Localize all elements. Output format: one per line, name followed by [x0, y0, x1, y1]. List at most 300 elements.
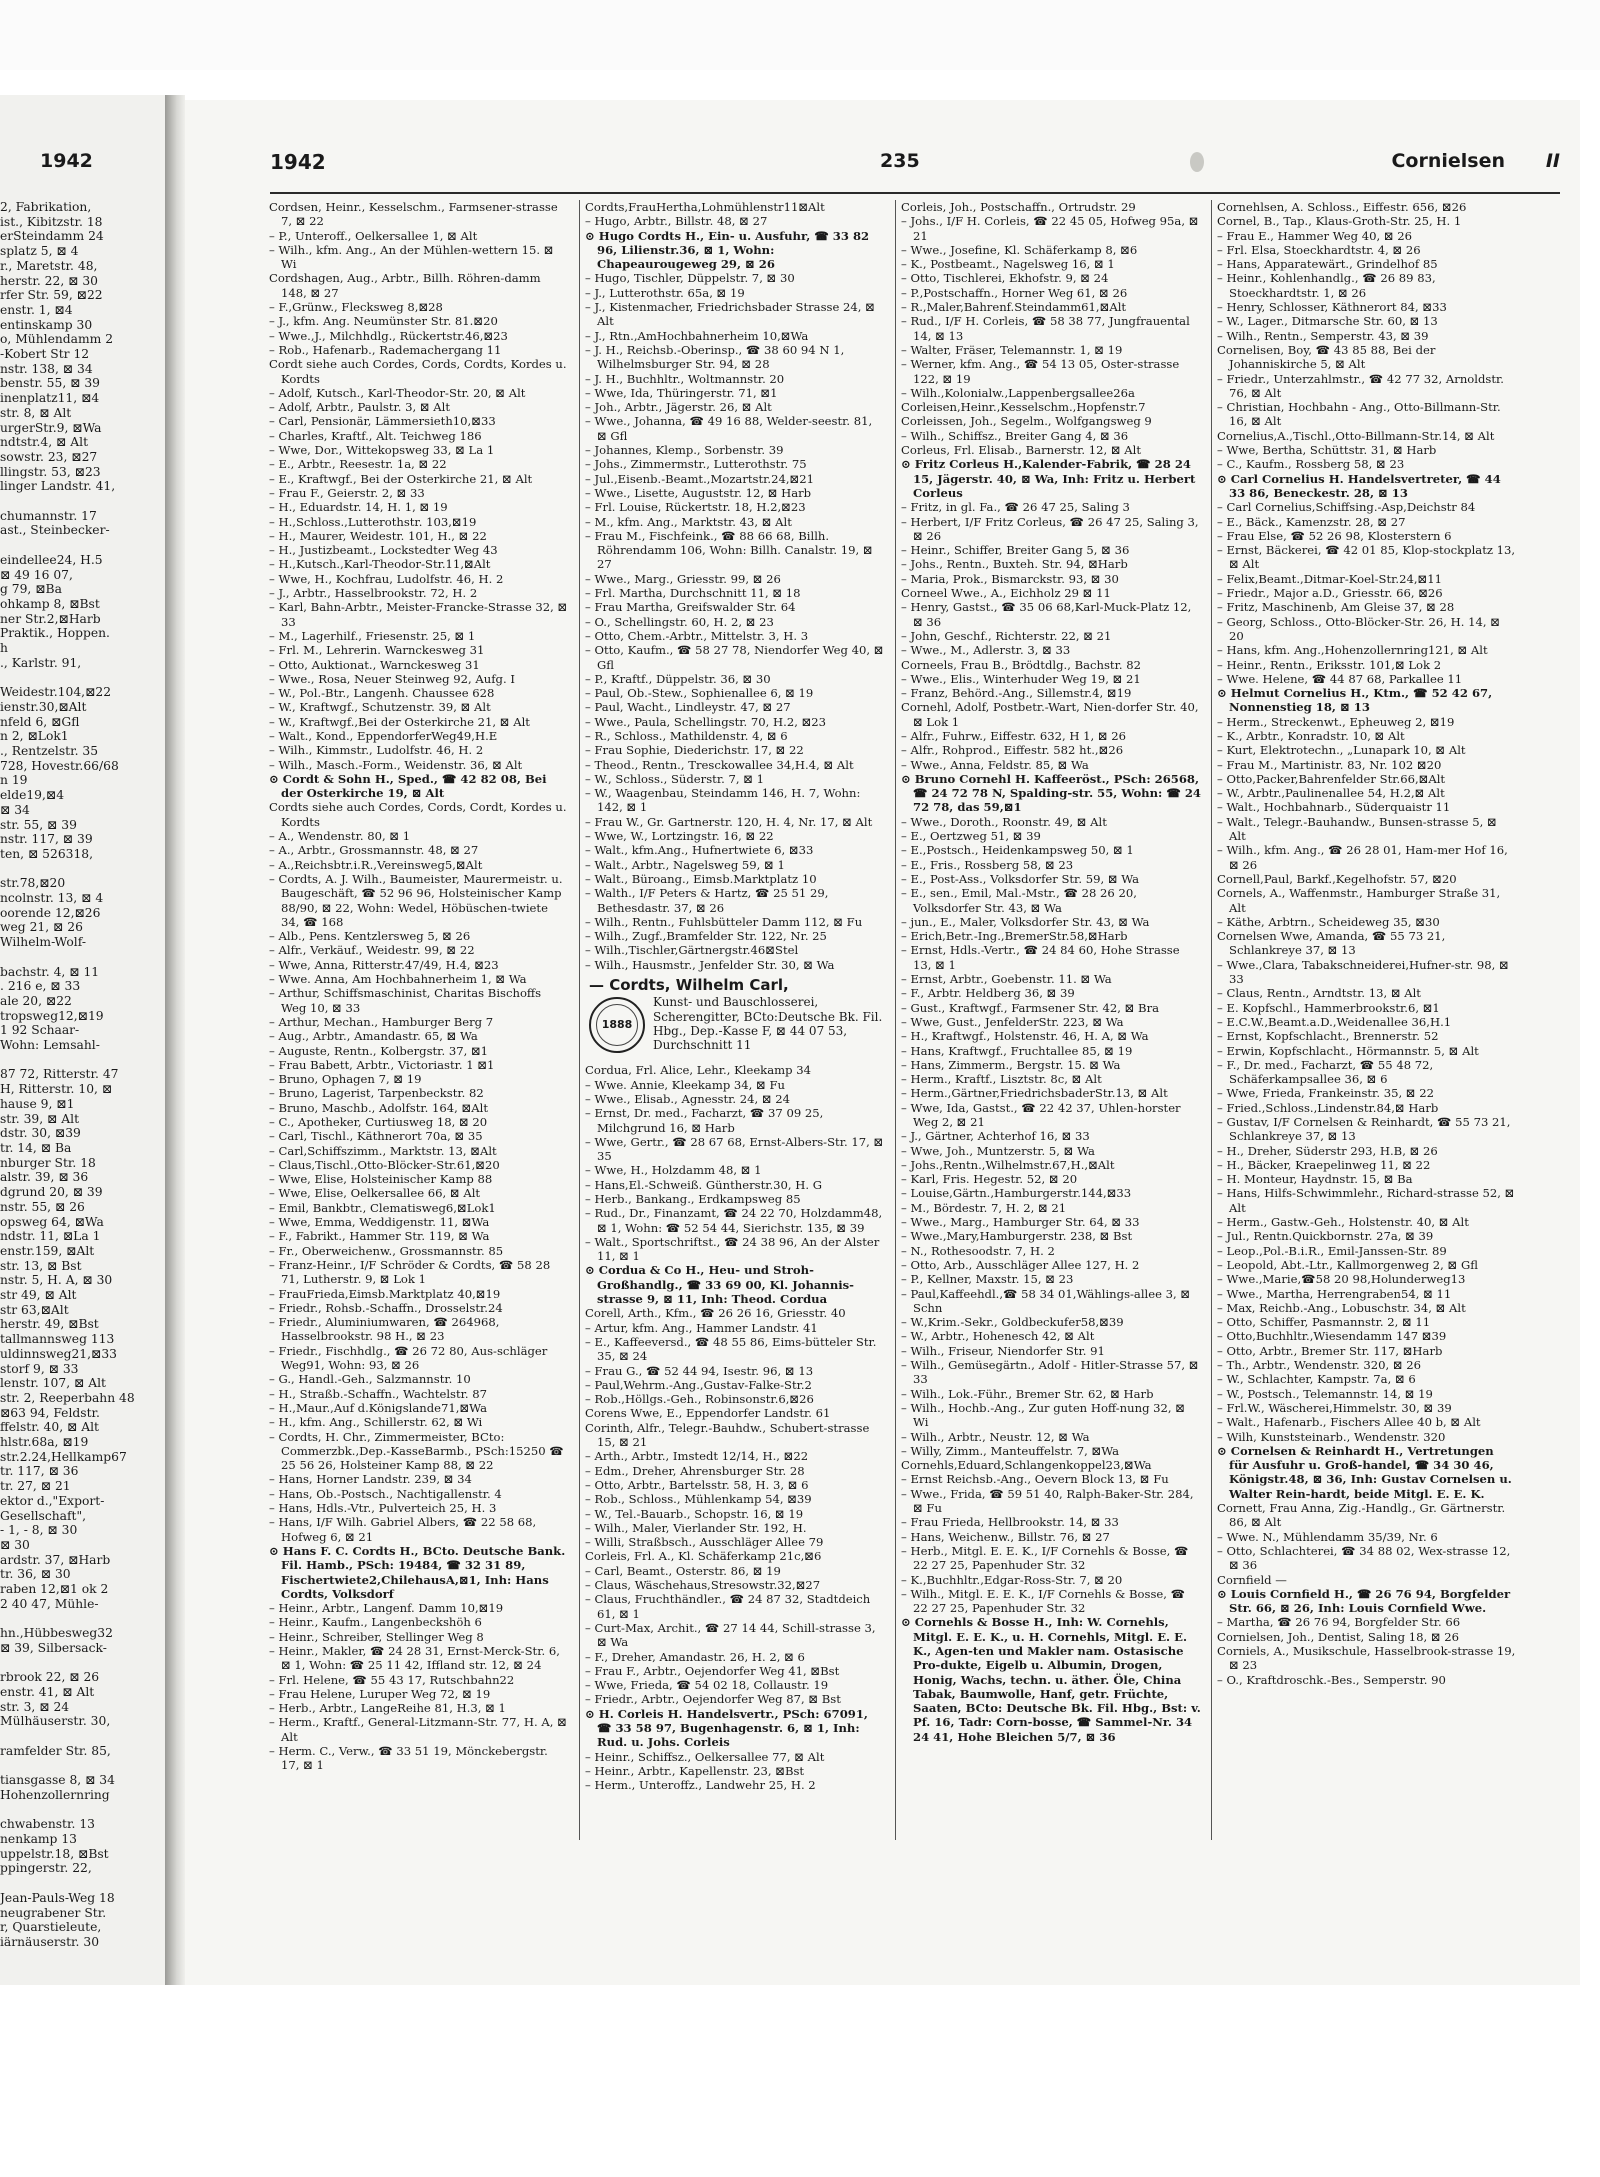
- left-page-line: tr. 36, ⊠ 30: [0, 1567, 71, 1582]
- left-page-line: ndstr. 11, ⊠La 1: [0, 1229, 101, 1244]
- directory-entry: Cornehlsen, A. Schloss., Eiffestr. 656, ⊠26: [1217, 200, 1467, 214]
- directory-entry: – Wwe., Frida, ☎ 59 51 40, Ralph-Baker-Str. 284, ⊠ Fu: [901, 1486, 1194, 1516]
- directory-entry: – Otto, Schlachterei, ☎ 34 88 02, Wex-strasse 12, ⊠ 36: [1217, 1543, 1511, 1573]
- left-page-line: tr. 27, ⊠ 21: [0, 1479, 71, 1494]
- directory-entry: – Maria, Prok., Bismarckstr. 93, ⊠ 30: [901, 571, 1119, 586]
- left-page-line: ⊠63 94, Feldstr.: [0, 1405, 100, 1420]
- left-page-line: [0, 1612, 160, 1627]
- column-divider: [1211, 200, 1212, 1840]
- directory-entry: – J. H., Reichsb.-Oberinsp., ☎ 38 60 94 N 1, Wilhelmsburger Str. 94, ⊠ 28: [585, 342, 845, 372]
- directory-entry: – Wwe, Joh., Muntzerstr. 5, ⊠ Wa: [901, 1143, 1095, 1158]
- directory-entry: – Wilh, Kunststeinarb., Wendenstr. 320: [1217, 1429, 1446, 1444]
- directory-entry: – Charles, Kraftf., Alt. Teichweg 186: [269, 428, 482, 443]
- directory-entry: – Wilh., Gemüsegärtn., Adolf - Hitler-Strasse 57, ⊠ 33: [901, 1358, 1199, 1387]
- directory-entry: – Edm., Dreher, Ahrensburger Str. 28: [585, 1463, 805, 1478]
- advertisement-title: — Cordts, Wilhelm Carl,: [589, 976, 789, 995]
- left-page-line: nstr. 5, H. A, ⊠ 30: [0, 1273, 113, 1288]
- seal-icon: [589, 997, 645, 1053]
- directory-entry: – Hans, Weichenw., Billstr. 76, ⊠ 27: [901, 1529, 1110, 1544]
- left-page-line: ner Str.2,⊠Harb: [0, 611, 101, 626]
- directory-entry: – Martha, ☎ 26 76 94, Borgfelder Str. 66: [1217, 1615, 1461, 1630]
- directory-entry: – Herbert, I/F Fritz Corleus, ☎ 26 47 25, Saling 3, ⊠ 26: [901, 514, 1199, 543]
- directory-entry: – Hans, Hilfs-Schwimmlehr., Richard-strasse 52, ⊠ Alt: [1217, 1186, 1515, 1215]
- left-page-line: iärnäuserstr. 30: [0, 1934, 100, 1949]
- left-page-line: ncolnstr. 13, ⊠ 4: [0, 891, 104, 906]
- directory-entry: – Alfr., Verkäuf., Weidestr. 99, ⊠ 22: [269, 943, 475, 958]
- directory-column-4: [1217, 200, 1517, 1840]
- directory-entry: – Wwe, Elise, Oelkersallee 66, ⊠ Alt: [269, 1186, 481, 1201]
- directory-entry: – Wwe. Helene, ☎ 44 87 68, Parkallee 11: [1217, 671, 1463, 686]
- directory-entry: – Ernst, Arbtr., Goebenstr. 11. ⊠ Wa: [901, 972, 1112, 987]
- directory-entry: – Carl, Pensionär, Lämmersieth10,⊠33: [269, 414, 496, 429]
- directory-entry: Cornels, A., Waffenmstr., Hamburger Straße 31, Alt: [1217, 886, 1501, 915]
- directory-entry: – W., Kraftwgf., Schutzenstr. 39, ⊠ Alt: [269, 700, 491, 715]
- directory-entry: – Theod., Rentn., Tresckowallee 34,H.4, ⊠ Alt: [585, 757, 854, 772]
- left-page-line: uppelstr.18, ⊠Bst: [0, 1846, 109, 1861]
- directory-entry: – Franz-Heinr., I/F Schröder & Cordts, ☎ 58 28 71, Lutherstr. 9, ⊠ Lok 1: [269, 1257, 551, 1287]
- directory-column-1: [269, 200, 569, 1840]
- left-page-line: tr. 117, ⊠ 36: [0, 1464, 79, 1479]
- left-page-line: dstr. 30, ⊠39: [0, 1126, 81, 1141]
- directory-entry: – Wilh., Friseur, Niendorfer Str. 91: [901, 1343, 1105, 1358]
- directory-entry: – Henry, Gastst., ☎ 35 06 68,Karl-Muck-Platz 12, ⊠ 36: [901, 600, 1192, 629]
- directory-entry: – Wilh., Lok.-Führ., Bremer Str. 62, ⊠ Harb: [901, 1386, 1154, 1401]
- directory-entry: – Wilh., Hochb.-Ang., Zur guten Hoff-nung 32, ⊠ Wi: [901, 1400, 1186, 1430]
- page-header: [270, 150, 1560, 184]
- left-page-line: hn.,Hübbesweg32: [0, 1626, 113, 1641]
- directory-entry: – J., Arbtr., Hasselbrookstr. 72, H. 2: [269, 586, 478, 601]
- left-page-line: lenstr. 107, ⊠ Alt: [0, 1376, 106, 1391]
- directory-entry: – Rob., Hafenarb., Rademachergang 11: [269, 342, 502, 357]
- directory-entry: – F., Dr. med., Facharzt, ☎ 55 48 72, Schäferkampsallee 36, ⊠ 6: [1217, 1057, 1434, 1087]
- left-page-line: nfeld 6, ⊠Gfl: [0, 714, 80, 729]
- directory-entry: ⊙ Cordua & Co H., Heu- und Stroh-Großhandlg., ☎ 33 69 00, Kl. Johannis-strasse 9, ⊠ 11, Inh: Theod. Cordua: [585, 1263, 854, 1307]
- directory-entry: – Ernst Reichsb.-Ang., Oevern Block 13, ⊠ Fu: [901, 1472, 1169, 1487]
- directory-entry: – E., Kraftwgf., Bei der Osterkirche 21, ⊠ Alt: [269, 471, 533, 486]
- directory-entry: Corneel Wwe., A., Eichholz 29 ⊠ 11: [901, 586, 1111, 601]
- left-page-line: enstr. 1, ⊠4: [0, 302, 73, 317]
- directory-entry: – Otto, Kaufm., ☎ 58 27 78, Niendorfer Weg 40, ⊠ Gfl: [585, 643, 884, 672]
- left-page-line: 2, Fabrikation,: [0, 200, 92, 214]
- directory-entry: – Walt., Telegr.-Bauhandw., Bunsen-strasse 5, ⊠ Alt: [1217, 814, 1497, 844]
- directory-entry: – J., Kistenmacher, Friedrichsbader Strasse 24, ⊠ Alt: [585, 300, 875, 329]
- directory-entry: – Alfr., Rohprod., Eiffestr. 582 ht.,⊠26: [901, 743, 1124, 758]
- directory-entry: – Ernst, Kopfschlacht., Brennerstr. 52: [1217, 1029, 1439, 1044]
- left-page-line: ppingerstr. 22,: [0, 1861, 92, 1876]
- directory-entry: – Heinr., Arbtr., Kapellenstr. 23, ⊠Bst: [585, 1763, 805, 1778]
- left-page-line: nburger Str. 18: [0, 1155, 96, 1170]
- directory-entry: ⊙ Hugo Cordts H., Ein- u. Ausfuhr, ☎ 33 82 96, Lilienstr.36, ⊠ 1, Wohn: Chapeaurougeweg 29, ⊠ 26: [585, 228, 870, 272]
- directory-entry: – Friedr., Rohsb.-Schaffn., Drosselstr.24: [269, 1300, 503, 1315]
- left-page-line: ⊠ 30: [0, 1537, 30, 1552]
- directory-entry: – W., Schloss., Süderstr. 7, ⊠ 1: [585, 771, 764, 786]
- left-page-line: oorende 12,⊠26: [0, 905, 101, 920]
- directory-entry: – Otto, Arbtr., Bremer Str. 117, ⊠Harb: [1217, 1343, 1443, 1358]
- directory-entry: – W.,Krim.-Sekr., Goldbeckufer58,⊠39: [901, 1315, 1124, 1330]
- directory-entry: ⊙ Cordt & Sohn H., Sped., ☎ 42 82 08, Bei der Osterkirche 19, ⊠ Alt: [269, 771, 547, 801]
- left-page-line: Jean-Pauls-Weg 18: [0, 1890, 115, 1905]
- directory-entry: – Frau Helene, Luruper Weg 72, ⊠ 19: [269, 1686, 491, 1701]
- directory-entry: Cordsen, Heinr., Kesselschm., Farmsener-strasse 7, ⊠ 22: [269, 200, 558, 229]
- directory-entry: – Leop.,Pol.-B.i.R., Emil-Janssen-Str. 89: [1217, 1243, 1447, 1258]
- seal-year: 1888: [596, 1004, 638, 1046]
- header-surname: Cornielsen: [1391, 150, 1505, 172]
- directory-entry: – Karl, Bahn-Arbtr., Meister-Francke-Strasse 32, ⊠ 33: [269, 600, 568, 629]
- left-page-line: eindellee24, H.5: [0, 552, 103, 567]
- book-gutter: [165, 95, 185, 1985]
- directory-entry: – Wilh., Kimmstr., Ludolfstr. 46, H. 2: [269, 743, 484, 758]
- directory-entry: – Walt., Sportschriftst., ☎ 24 38 96, An der Alster 11, ⊠ 1: [585, 1234, 880, 1264]
- directory-entry: – M., Bördestr. 7, H. 2, ⊠ 21: [901, 1200, 1067, 1215]
- directory-entry: – Frau Else, ☎ 52 26 98, Klosterstern 6: [1217, 528, 1452, 543]
- directory-entry: – H.,Schloss.,Lutterothstr. 103,⊠19: [269, 514, 477, 529]
- directory-entry: – Wwe, H., Kochfrau, Ludolfstr. 46, H. 2: [269, 571, 504, 586]
- directory-entry: – Paul,Wehrm.-Ang.,Gustav-Falke-Str.2: [585, 1377, 812, 1392]
- directory-entry: – Frl. Martha, Durchschnitt 11, ⊠ 18: [585, 586, 801, 601]
- left-page-line: rfer Str. 59, ⊠22: [0, 288, 103, 303]
- left-page-line: g 79, ⊠Ba: [0, 582, 62, 597]
- directory-entry: – Carl Cornelius,Schiffsing.-Asp,Deichstr 84: [1217, 500, 1476, 515]
- directory-entry: – M., Lagerhilf., Friesenstr. 25, ⊠ 1: [269, 628, 476, 643]
- directory-entry: – Otto, Auktionat., Warnckesweg 31: [269, 657, 480, 672]
- directory-entry: – W., Schlachter, Kampstr. 7a, ⊠ 6: [1217, 1372, 1416, 1387]
- left-page-line: neugrabener Str.: [0, 1905, 107, 1920]
- left-page-line: weg 21, ⊠ 26: [0, 920, 83, 935]
- directory-entry: – Otto, Arbtr., Bartelsstr. 58, H. 3, ⊠ 6: [585, 1477, 809, 1492]
- left-page-line: llingstr. 53, ⊠23: [0, 464, 101, 479]
- directory-entry: ⊙ Carl Cornelius H. Handelsvertreter, ☎ 44 33 86, Beneckestr. 28, ⊠ 13: [1217, 471, 1501, 500]
- directory-entry: ⊙ Cornehls & Bosse H., Inh: W. Cornehls, Mitgl. E. E. K., u. H. Cornehls, Mitgl. E. E. K., Agen-ten und Makler nam. Ostasische Pro-dukte, Eigelb u. Albumin, Drogen, Honig, Wachs, techn. u. äther. Öle, China Tabak, Baumwolle, Hanf, getr. Früchte, Saaten, BCto: Deutsche Bk. Fil. Hbg., Bst: v. Pf. 16, Tadr: Corn-bosse, ☎ Sammel-Nr. 34 24 41, Hohe Bleichen 5/7, ⊠ 36: [901, 1615, 1201, 1744]
- directory-entry: – Wwe., Johanna, ☎ 49 16 88, Welder-seestr. 81, ⊠ Gfl: [585, 414, 873, 443]
- directory-entry: – K.,Buchhltr.,Edgar-Ross-Str. 7, ⊠ 20: [901, 1572, 1123, 1587]
- directory-entry: – H. Monteur, Haydnstr. 15, ⊠ Ba: [1217, 1172, 1413, 1187]
- left-page-line: inenplatz11, ⊠4: [0, 391, 100, 406]
- left-page-line: [0, 950, 160, 965]
- left-page-line: [0, 538, 160, 553]
- directory-entry: – Wwe, Ida, Gastst., ☎ 22 42 37, Uhlen-horster Weg 2, ⊠ 21: [901, 1100, 1181, 1129]
- directory-entry: – Käthe, Arbtrn., Scheideweg 35, ⊠30: [1217, 914, 1440, 929]
- directory-entry: – Gustav, I/F Cornelsen & Reinhardt, ☎ 55 73 21, Schlankreye 37, ⊠ 13: [1217, 1115, 1511, 1144]
- directory-entry: – Wwe., Doroth., Roonstr. 49, ⊠ Alt: [901, 814, 1107, 829]
- left-page-line: ohkamp 8, ⊠Bst: [0, 596, 100, 611]
- directory-entry: – Hans, Hdls.-Vtr., Pulverteich 25, H. 3: [269, 1501, 497, 1516]
- directory-entry: – Walt., kfm.Ang., Hufnertwiete 6, ⊠33: [585, 843, 814, 858]
- left-page-line: opsweg 64, ⊠Wa: [0, 1214, 104, 1229]
- directory-entry: – Heinr., Kaufm., Langenbeckshöh 6: [269, 1615, 482, 1630]
- left-page-line: hause 9, ⊠1: [0, 1096, 75, 1111]
- directory-entry: – Carl,Schiffszimm., Marktstr. 13, ⊠Alt: [269, 1143, 497, 1158]
- left-page-line: dgrund 20, ⊠ 39: [0, 1185, 103, 1200]
- directory-entry: – N., Rothesoodstr. 7, H. 2: [901, 1243, 1055, 1258]
- left-page-line: ist., Kibitzstr. 18: [0, 214, 103, 229]
- directory-entry: – Walt., Hochbahnarb., Süderquaistr 11: [1217, 800, 1451, 815]
- directory-entry: Cornett, Frau Anna, Zig.-Handlg., Gr. Gärtnerstr. 86, ⊠ Alt: [1217, 1501, 1506, 1530]
- directory-entry: – W., Arbtr., Hohenesch 42, ⊠ Alt: [901, 1329, 1095, 1344]
- left-page-line: herstr. 49, ⊠Bst: [0, 1317, 99, 1332]
- directory-entry: – Frau E., Hammer Weg 40, ⊠ 26: [1217, 228, 1412, 243]
- left-page-line: hlstr.68a, ⊠19: [0, 1435, 89, 1450]
- directory-entry: – Herm., Kraftf., Lisztstr. 8c, ⊠ Alt: [901, 1072, 1102, 1087]
- directory-entry: – Wilh.,Kolonialw.,Lappenbergsallee26a: [901, 385, 1135, 400]
- directory-entry: – Wilh.,Tischler,Gärtnergstr.46⊠Stel: [585, 943, 799, 958]
- directory-entry: – W., Postsch., Telemannstr. 14, ⊠ 19: [1217, 1386, 1433, 1401]
- directory-entry: – Wwe., Josefine, Kl. Schäferkamp 8, ⊠6: [901, 242, 1138, 257]
- directory-entry: – F.,Grünw., Flecksweg 8,⊠28: [269, 300, 443, 315]
- directory-entry: – M., kfm. Ang., Marktstr. 43, ⊠ Alt: [585, 514, 792, 529]
- column-divider: [895, 200, 896, 1840]
- left-page-line: alstr. 39, ⊠ 36: [0, 1170, 89, 1185]
- directory-entry: – Rob., Schloss., Mühlenkamp 54, ⊠39: [585, 1492, 812, 1507]
- left-page-line: [0, 1876, 160, 1891]
- left-page-line: str. 2, Reeperbahn 48: [0, 1390, 135, 1405]
- directory-entry: – Fritz, Maschinenb, Am Gleise 37, ⊠ 28: [1217, 600, 1455, 615]
- directory-entry: – Wwe. N., Mühlendamm 35/39, Nr. 6: [1217, 1529, 1438, 1544]
- directory-entry: – Frau M., Martinistr. 83, Nr. 102 ⊠20: [1217, 757, 1442, 772]
- left-page-line: n 2, ⊠Lok1: [0, 729, 69, 744]
- directory-entry: – H., Bäcker, Kraepelinweg 11, ⊠ 22: [1217, 1157, 1431, 1172]
- left-page-line: nstr. 117, ⊠ 39: [0, 832, 93, 847]
- left-page-line: linger Landstr. 41,: [0, 479, 116, 494]
- left-page-line: str. 8, ⊠ Alt: [0, 405, 72, 420]
- left-page-line: uldinnsweg21,⊠33: [0, 1346, 117, 1361]
- directory-entry: – Cordts, H. Chr., Zimmermeister, BCto: Commerzbk.,Dep.-KasseBarmb., PSch:15250 ☎ 25 56 26, Holsteiner Kamp 88, ⊠ 22: [269, 1429, 564, 1473]
- directory-entry: – Kurt, Elektrotechn., „Lunapark 10, ⊠ Alt: [1217, 743, 1466, 758]
- directory-entry: ⊙ Bruno Cornehl H. Kaffeeröst., PSch: 26568, ☎ 24 72 78 N, Spalding-str. 55, Wohn: ☎ 24 72 78, das 59,⊠1: [901, 771, 1201, 815]
- punch-hole: [1190, 152, 1204, 172]
- directory-entry: – Wwe.,Marie,☎58 20 98,Holunderweg13: [1217, 1272, 1466, 1287]
- directory-entry: – E., sen., Emil, Mal.-Mstr., ☎ 28 26 20, Volksdorfer Str. 43, ⊠ Wa: [901, 886, 1137, 915]
- directory-entry: – W., Kraftwgf.,Bei der Osterkirche 21, ⊠ Alt: [269, 714, 530, 729]
- directory-entry: – Herb., Arbtr., LangeReihe 81, H.3, ⊠ 1: [269, 1701, 506, 1716]
- directory-entry: – Wilh., Masch.-Form., Weidenstr. 36, ⊠ Alt: [269, 757, 523, 772]
- left-page-line: [0, 1053, 160, 1068]
- directory-entry: – A.,Reichsbtr.i.R.,Vereinsweg5,⊠Alt: [269, 857, 483, 872]
- directory-entry: – Wwe, Elise, Holsteinischer Kamp 88: [269, 1172, 493, 1187]
- directory-entry: – Walter, Fräser, Telemannstr. 1, ⊠ 19: [901, 342, 1123, 357]
- directory-entry: – Herm., Streckenwt., Epheuweg 2, ⊠19: [1217, 714, 1455, 729]
- left-page-line: Mülhäuserstr. 30,: [0, 1714, 111, 1729]
- directory-entry: – Friedr., Unterzahlmstr., ☎ 42 77 32, Arnoldstr. 76, ⊠ Alt: [1217, 371, 1504, 400]
- directory-entry: – Franz, Behörd.-Ang., Sillemstr.4, ⊠19: [901, 686, 1132, 701]
- directory-entry: – J., Lutterothstr. 65a, ⊠ 19: [585, 285, 745, 300]
- directory-entry: – Wwe, Bertha, Schüttstr. 31, ⊠ Harb: [1217, 443, 1437, 458]
- directory-entry: – Auguste, Rentn., Kolbergstr. 37, ⊠1: [269, 1043, 489, 1058]
- directory-entry: – Wwe.,Clara, Tabakschneiderei,Hufner-str. 98, ⊠ 33: [1217, 957, 1509, 987]
- directory-entry: – Rud., I/F H. Corleis, ☎ 58 38 77, Jungfrauental 14, ⊠ 13: [901, 314, 1190, 343]
- directory-entry: – H., Dreher, Süderstr 293, H.B, ⊠ 26: [1217, 1143, 1438, 1158]
- directory-entry: – Wwe, Anna, Ritterstr.47/49, H.4, ⊠23: [269, 957, 499, 972]
- directory-entry: – R.,Maler,Bahrenf.Steindamm61,⊠Alt: [901, 300, 1127, 315]
- directory-entry: ⊙ Cornelsen & Reinhardt H., Vertretungen für Ausfuhr u. Groß-handel, ☎ 34 30 46, Königstr.48, ⊠ 36, Inh: Gustav Cornelsen u. Walter Rein-hardt, beide Mitgl. E. E. K.: [1217, 1443, 1512, 1501]
- directory-entry: – Bruno, Lagerist, Tarpenbeckstr. 82: [269, 1086, 484, 1101]
- directory-entry: – Jul.,Eisenb.-Beamt.,Mozartstr.24,⊠21: [585, 471, 815, 486]
- directory-entry: – Heinr., Schiffer, Breiter Gang 5, ⊠ 36: [901, 543, 1130, 558]
- directory-entry: – Louise,Gärtn.,Hamburgerstr.144,⊠33: [901, 1186, 1132, 1201]
- directory-entry: – E., Arbtr., Reesestr. 1a, ⊠ 22: [269, 457, 447, 472]
- left-page-line: ale 20, ⊠22: [0, 993, 72, 1008]
- directory-entry: – Johs., Rentn., Buxteh. Str. 94, ⊠Harb: [901, 557, 1128, 572]
- directory-entry: – Wilh., Zugf.,Bramfelder Str. 122, Nr. 25: [585, 929, 827, 944]
- directory-entry: – Heinr., Makler, ☎ 24 28 31, Ernst-Merck-Str. 6, ⊠ 1, Wohn: ☎ 25 11 42, Iffland str. 12, ⊠ 24: [269, 1643, 560, 1673]
- left-page-line: [0, 1803, 160, 1818]
- directory-entry: – Willy, Zimm., Manteuffelstr. 7, ⊠Wa: [901, 1443, 1120, 1458]
- directory-entry: – Hans, kfm. Ang.,Hohenzollernring121, ⊠ Alt: [1217, 643, 1488, 658]
- directory-entry: – Wilh., Rentn., Fuhlsbütteler Damm 112, ⊠ Fu: [585, 914, 863, 929]
- left-page-line: str.78,⊠20: [0, 876, 66, 891]
- directory-entry: – Paul, Ob.-Stew., Sophienallee 6, ⊠ 19: [585, 686, 814, 701]
- left-page-line: tallmannsweg 113: [0, 1332, 115, 1347]
- directory-column-2: [585, 200, 885, 1840]
- directory-entry: Corleisen,Heinr.,Kesselschm.,Hopfenstr.7: [901, 400, 1146, 415]
- directory-entry: – Herm. C., Verw., ☎ 33 51 19, Mönckebergstr. 17, ⊠ 1: [269, 1744, 548, 1773]
- directory-entry: – Jul., Rentn.Quickbornstr. 27a, ⊠ 39: [1217, 1229, 1434, 1244]
- directory-entry: – Wwe, Dor., Wittekopsweg 33, ⊠ La 1: [269, 443, 495, 458]
- directory-entry: – Frau F., Geierstr. 2, ⊠ 33: [269, 485, 425, 500]
- left-page-line: str. 39, ⊠ Alt: [0, 1111, 80, 1126]
- directory-entry: Corens Wwe, E., Eppendorfer Landstr. 61: [585, 1406, 831, 1421]
- directory-entry: – Johs.,Rentn.,Wilhelmstr.67,H.,⊠Alt: [901, 1157, 1115, 1172]
- directory-entry: – K., Arbtr., Konradstr. 10, ⊠ Alt: [1217, 728, 1405, 743]
- directory-entry: – E., Bäck., Kamenzstr. 28, ⊠ 27: [1217, 514, 1406, 529]
- directory-entry: – E., Fris., Rossberg 58, ⊠ 23: [901, 857, 1074, 872]
- left-page-line: Gesellschaft",: [0, 1508, 87, 1523]
- directory-entry: – Fried.,Schloss.,Lindenstr.84,⊠ Harb: [1217, 1100, 1439, 1115]
- directory-entry: – Paul, Wacht., Lindleystr. 47, ⊠ 27: [585, 700, 791, 715]
- directory-entry: – Heinr., Arbtr., Langenf. Damm 10,⊠19: [269, 1601, 504, 1616]
- directory-entry: Cornehl, Adolf, Postbetr.-Wart, Nien-dorfer Str. 40, ⊠ Lok 1: [901, 700, 1199, 729]
- directory-entry: – Wwe., Elisab., Agnesstr. 24, ⊠ 24: [585, 1091, 791, 1106]
- directory-entry: – Otto, Arb., Ausschläger Allee 127, H. 2: [901, 1257, 1140, 1272]
- header-volume: II: [1545, 150, 1560, 172]
- left-page-line: Wohn: Lemsahl-: [0, 1038, 100, 1053]
- left-page-line: [0, 494, 160, 509]
- left-page-line: Praktik., Hoppen.: [0, 626, 110, 641]
- directory-entry: – Wilh., Hausmstr., Jenfelder Str. 30, ⊠ Wa: [585, 957, 835, 972]
- left-page-line: nenkamp 13: [0, 1832, 77, 1847]
- directory-column-3: [901, 200, 1201, 1840]
- directory-entry: – Paul,Kaffeehdl.,☎ 58 34 01,Wählings-allee 3, ⊠ Schn: [901, 1286, 1191, 1315]
- directory-entry: – Th., Arbtr., Wendenstr. 320, ⊠ 26: [1217, 1358, 1422, 1373]
- directory-entry: – Ernst, Dr. med., Facharzt, ☎ 37 09 25, Milchgrund 16, ⊠ Harb: [585, 1106, 824, 1135]
- left-page-line: ⊠ 39, Silbersack-: [0, 1640, 107, 1655]
- left-page-line: r., Maretstr. 48,: [0, 258, 98, 273]
- directory-entry: – Wwe., Paula, Schellingstr. 70, H.2, ⊠23: [585, 714, 827, 729]
- directory-entry: – Hans, Apparatewärt., Grindelhof 85: [1217, 257, 1438, 272]
- directory-entry: – Georg, Schloss., Otto-Blöcker-Str. 26, H. 14, ⊠ 20: [1217, 614, 1500, 643]
- directory-entry: – E.C.W.,Beamt.a.D.,Weidenallee 36,H.1: [1217, 1014, 1452, 1029]
- directory-entry: – Heinr., Schreiber, Stellinger Weg 8: [269, 1629, 484, 1644]
- directory-entry: – Otto,Packer,Bahrenfelder Str.66,⊠Alt: [1217, 771, 1446, 786]
- directory-entry: – Herm.,Gärtner,FriedrichsbaderStr.13, ⊠ Alt: [901, 1086, 1168, 1101]
- directory-entry: – John, Geschf., Richterstr. 22, ⊠ 21: [901, 628, 1112, 643]
- directory-entry: – P., Unteroff., Oelkersallee 1, ⊠ Alt: [269, 228, 478, 243]
- directory-entry: – Karl, Fris. Hegestr. 52, ⊠ 20: [901, 1172, 1078, 1187]
- left-page-line: str 49, ⊠ Alt: [0, 1288, 77, 1303]
- left-page-line: raben 12,⊠1 ok 2: [0, 1582, 109, 1597]
- directory-entry: – Otto, Tischlerei, Ekhofstr. 9, ⊠ 24: [901, 271, 1109, 286]
- directory-entry: – Fr., Oberweichenw., Grossmannstr. 85: [269, 1243, 504, 1258]
- directory-entry: – Wilh., Mitgl. E. E. K., I/F Cornehls & Bosse, ☎ 22 27 25, Papenhuder Str. 32: [901, 1586, 1186, 1616]
- directory-entry: – FrauFrieda,Eimsb.Marktplatz 40,⊠19: [269, 1286, 501, 1301]
- left-page-line: ffelstr. 40, ⊠ Alt: [0, 1420, 99, 1435]
- directory-entry: – K., Postbeamt., Nagelsweg 16, ⊠ 1: [901, 257, 1115, 272]
- directory-entry: – J., kfm. Ang. Neumünster Str. 81.⊠20: [269, 314, 498, 329]
- directory-entry: – Frau G., ☎ 52 44 94, Isestr. 96, ⊠ 13: [585, 1363, 814, 1378]
- directory-entry: – Claus, Wäschehaus,Stresowstr.32,⊠27: [585, 1578, 821, 1593]
- directory-entry: Corleis, Joh., Postschaffn., Ortrudstr. 29: [901, 200, 1136, 214]
- directory-entry: – Ernst, Hdls.-Vertr., ☎ 24 84 60, Hohe Strasse 13, ⊠ 1: [901, 943, 1180, 972]
- directory-entry: – Frl. Elsa, Stoeckhardtstr. 4, ⊠ 26: [1217, 242, 1421, 257]
- left-page-line: entinskamp 30: [0, 317, 93, 332]
- directory-entry: – F., Fabrikt., Hammer Str. 119, ⊠ Wa: [269, 1229, 490, 1244]
- directory-entry: – W., Tel.-Bauarb., Schopstr. 16, ⊠ 19: [585, 1506, 804, 1521]
- directory-entry: – O., Schellingstr. 60, H. 2, ⊠ 23: [585, 614, 774, 629]
- left-page-line: str 63,⊠Alt: [0, 1302, 69, 1317]
- left-page-line: . 216 e, ⊠ 33: [0, 979, 81, 994]
- directory-entry: – Wwe. Anna, Am Hochbahnerheim 1, ⊠ Wa: [269, 972, 527, 987]
- directory-entry: – F., Arbtr. Heldberg 36, ⊠ 39: [901, 986, 1075, 1001]
- directory-entry: – Frau M., Fischfeink., ☎ 88 66 68, Billh. Röhrendamm 106, Wohn: Billh. Canalstr. 19, ⊠ 27: [585, 528, 873, 572]
- directory-entry: – Hans, Kraftwgf., Fruchtallee 85, ⊠ 19: [901, 1043, 1133, 1058]
- directory-entry: Cornielsen, Joh., Dentist, Saling 18, ⊠ 26: [1217, 1629, 1460, 1644]
- directory-entry: – Ernst, Bäckerei, ☎ 42 01 85, Klop-stockplatz 13, ⊠ Alt: [1217, 543, 1516, 572]
- directory-entry: – Carl, Beamt., Osterstr. 86, ⊠ 19: [585, 1563, 781, 1578]
- left-page-line: [0, 1729, 160, 1744]
- directory-entry: – Otto, Chem.-Arbtr., Mittelstr. 3, H. 3: [585, 628, 809, 643]
- directory-entry: – Otto, Schiffer, Pasmannstr. 2, ⊠ 11: [1217, 1315, 1431, 1330]
- directory-entry: – Leopold, Abt.-Ltr., Kallmorgenweg 2, ⊠ Gfl: [1217, 1257, 1478, 1272]
- directory-entry: – Frl. Louise, Rückertstr. 18, H.2,⊠23: [585, 500, 806, 515]
- left-page-line: elde19,⊠4: [0, 788, 65, 803]
- directory-entry: – Emil, Bankbtr., Clematisweg6,⊠Lok1: [269, 1200, 496, 1215]
- directory-entry: – Rud., Dr., Finanzamt, ☎ 24 22 70, Holzdamm48, ⊠ 1, Wohn: ☎ 52 54 44, Sierichstr. 135, ⊠ 39: [585, 1206, 883, 1235]
- directory-entry: – Wilh., Maler, Vierlander Str. 192, H.: [585, 1520, 807, 1535]
- directory-entry: Cordua, Frl. Alice, Lehr., Kleekamp 34: [585, 1063, 811, 1078]
- left-page-line: erSteindamm 24: [0, 229, 104, 244]
- directory-entry: Cordts siehe auch Cordes, Cords, Cordt, Kordes u. Kordts: [269, 800, 567, 829]
- directory-entry: – Otto,Buchhltr.,Wiesendamm 147 ⊠39: [1217, 1329, 1447, 1344]
- directory-entry: Corleis, Frl. A., Kl. Schäferkamp 21c,⊠6: [585, 1549, 822, 1564]
- left-page-line: Wilhelm-Wolf-: [0, 935, 86, 950]
- directory-entry: – Herb., Mitgl. E. E. K., I/F Cornehls & Bosse, ☎ 22 27 25, Papenhuder Str. 32: [901, 1543, 1189, 1573]
- directory-entry: Corneels, Frau B., Brödtdlg., Bachstr. 82: [901, 657, 1141, 672]
- directory-entry: – F., Dreher, Amandastr. 26, H. 2, ⊠ 6: [585, 1649, 805, 1664]
- directory-entry: – O., Kraftdroschk.-Bes., Semperstr. 90: [1217, 1672, 1446, 1687]
- directory-entry: – Frl. M., Lehrerin. Warnckesweg 31: [269, 643, 485, 658]
- directory-entry: ⊙ Fritz Corleus H.,Kalender-Fabrik, ☎ 28 24 15, Jägerstr. 40, ⊠ Wa, Inh: Fritz u. Herbert Corleus: [901, 457, 1196, 500]
- left-page-line: h: [0, 641, 8, 656]
- directory-entry: – J. H., Buchhltr., Woltmannstr. 20: [585, 371, 785, 386]
- directory-entry: – E. Kopfschl., Hammerbrookstr.6, ⊠1: [1217, 1000, 1440, 1015]
- directory-entry: Corleus, Frl. Elisab., Barnerstr. 12, ⊠ Alt: [901, 443, 1141, 458]
- left-page-line: -Kobert Str 12: [0, 347, 90, 362]
- header-year: 1942: [270, 150, 326, 174]
- left-page-line: str. 13, ⊠ Bst: [0, 1258, 82, 1273]
- directory-entry: – J., Rtn.,AmHochbahnerheim 10,⊠Wa: [585, 328, 809, 343]
- directory-entry: – Arthur, Mechan., Hamburger Berg 7: [269, 1014, 494, 1029]
- left-page-line: sowstr. 23, ⊠27: [0, 449, 98, 464]
- directory-entry: – Fritz, in gl. Fa., ☎ 26 47 25, Saling 3: [901, 500, 1130, 515]
- directory-entry: – H., Kraftwgf., Holstenstr. 46, H. A, ⊠ Wa: [901, 1029, 1149, 1044]
- directory-entry: – Alb., Pens. Kentzlersweg 5, ⊠ 26: [269, 929, 471, 944]
- right-page: [185, 100, 1580, 1985]
- left-page-line: ., Rentzelstr. 35: [0, 744, 99, 759]
- directory-entry: ⊙ Helmut Cornelius H., Ktm., ☎ 52 42 67, Nonnenstieg 18, ⊠ 13: [1217, 686, 1493, 715]
- left-page-line: 1 92 Schaar-: [0, 1023, 80, 1038]
- left-page-line: herstr. 22, ⊠ 30: [0, 273, 98, 288]
- directory-entry: – Walt., Arbtr., Nagelsweg 59, ⊠ 1: [585, 857, 785, 872]
- left-page-line: [0, 1759, 160, 1774]
